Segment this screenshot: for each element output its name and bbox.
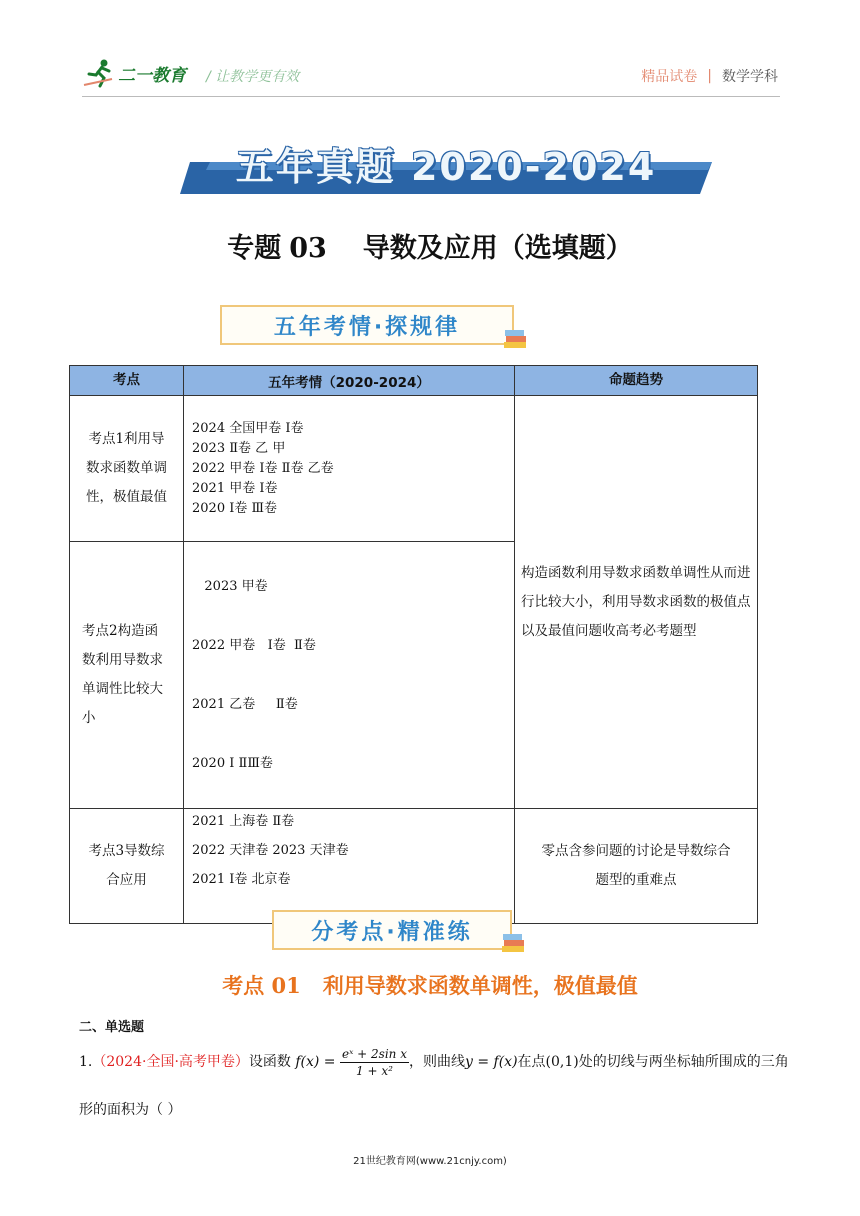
year-line: 2022 甲卷 Ⅰ卷 Ⅱ卷	[192, 638, 316, 653]
year-line: 2023 甲卷	[192, 579, 268, 594]
header-label-subject: 数学学科	[722, 69, 778, 85]
question-source: （2024·全国·高考甲卷）	[92, 1054, 249, 1070]
year-line: 2023 Ⅱ卷 乙 甲	[192, 440, 286, 456]
table-cell-years	[184, 542, 515, 809]
title-banner	[180, 132, 712, 194]
header-separator: |	[707, 68, 712, 84]
question-index: 1.	[79, 1054, 93, 1070]
question-text: 处的切线与两坐标轴所围成的三角形的面积为（ ）	[79, 1054, 789, 1118]
section-label-practice: 分考点·精准练	[272, 910, 512, 950]
question-text: 设函数	[248, 1054, 291, 1070]
table-cell-trend: 零点含参问题的讨论是导数综合题型的重难点	[515, 809, 758, 924]
table-cell-years	[184, 396, 515, 542]
question-1	[79, 1038, 789, 1134]
topic-number: 考点 01	[222, 973, 301, 998]
table-header-trend: 命题趋势	[515, 366, 758, 396]
year-line: 2021 上海卷 Ⅱ卷	[192, 814, 295, 829]
subject-title	[0, 226, 860, 265]
books-icon	[502, 328, 528, 350]
table-cell-point: 考点3导数综合应用	[70, 809, 184, 924]
fraction	[340, 1046, 409, 1079]
section-label-trends: 五年考情·探规律	[220, 305, 514, 345]
topic-title	[0, 970, 860, 1000]
page-header	[0, 0, 860, 100]
question-text: ，则曲线	[408, 1054, 465, 1070]
year-line: 2022 天津卷 2023 天津卷	[192, 843, 349, 858]
subject-prefix: 专题	[227, 233, 282, 264]
year-line: 2024 全国甲卷 Ⅰ卷	[192, 420, 304, 436]
table-header-row	[70, 366, 758, 396]
subject-name: 导数及应用（选填题）	[362, 233, 633, 264]
topic-name: 利用导数求函数单调性，极值最值	[322, 974, 638, 998]
year-line: 2022 甲卷 Ⅰ卷 Ⅱ卷 乙卷	[192, 460, 334, 476]
table-cell-point: 考点2构造函数利用导数求单调性比较大小	[70, 542, 184, 809]
table-cell-point: 考点1利用导数求函数单调性，极值最值	[70, 396, 184, 542]
books-icon	[500, 932, 526, 954]
table-row	[70, 396, 758, 542]
table-header-years: 五年考情（2020-2024）	[184, 366, 515, 396]
banner-title: 五年真题 2020-2024	[235, 144, 657, 189]
table-cell-years	[184, 809, 515, 924]
year-line: 2021 Ⅰ卷 北京卷	[192, 872, 291, 887]
logo	[82, 56, 186, 90]
header-label-quality: 精品试卷	[641, 69, 698, 85]
slogan: / 让教学更有效	[206, 69, 300, 85]
year-line: 2020 Ⅰ ⅡⅢ卷	[192, 756, 273, 771]
header-labels	[641, 66, 778, 86]
table-header-point: 考点	[70, 366, 184, 396]
question-section-heading: 二、单选题	[79, 1020, 145, 1035]
exam-trend-table	[69, 365, 758, 924]
fraction-denominator: 1 + x²	[356, 1063, 393, 1078]
logo-text: 二一教育	[118, 65, 186, 86]
question-text: 在点	[517, 1054, 546, 1070]
year-line: 2021 乙卷 Ⅱ卷	[192, 697, 298, 712]
table-cell-trend: 构造函数利用导数求函数单调性从而进行比较大小，利用导数求函数的极值点以及最值问题收高考必考题型	[515, 396, 758, 809]
year-line: 2021 甲卷 Ⅰ卷	[192, 480, 278, 496]
curve-expression: y = f(x)	[464, 1054, 518, 1070]
subject-number: 03	[289, 233, 327, 264]
fraction-numerator: eˣ + 2sin x	[341, 1046, 407, 1061]
table-row	[70, 809, 758, 924]
function-expression: f(x) =	[295, 1054, 336, 1070]
point-expression: (0,1)	[545, 1054, 579, 1070]
year-line: 2020 Ⅰ卷 Ⅲ卷	[192, 500, 278, 516]
page-footer: 21世纪教育网(www.21cnjy.com)	[353, 1156, 507, 1167]
header-divider	[82, 96, 780, 97]
runner-logo-icon	[82, 58, 116, 88]
